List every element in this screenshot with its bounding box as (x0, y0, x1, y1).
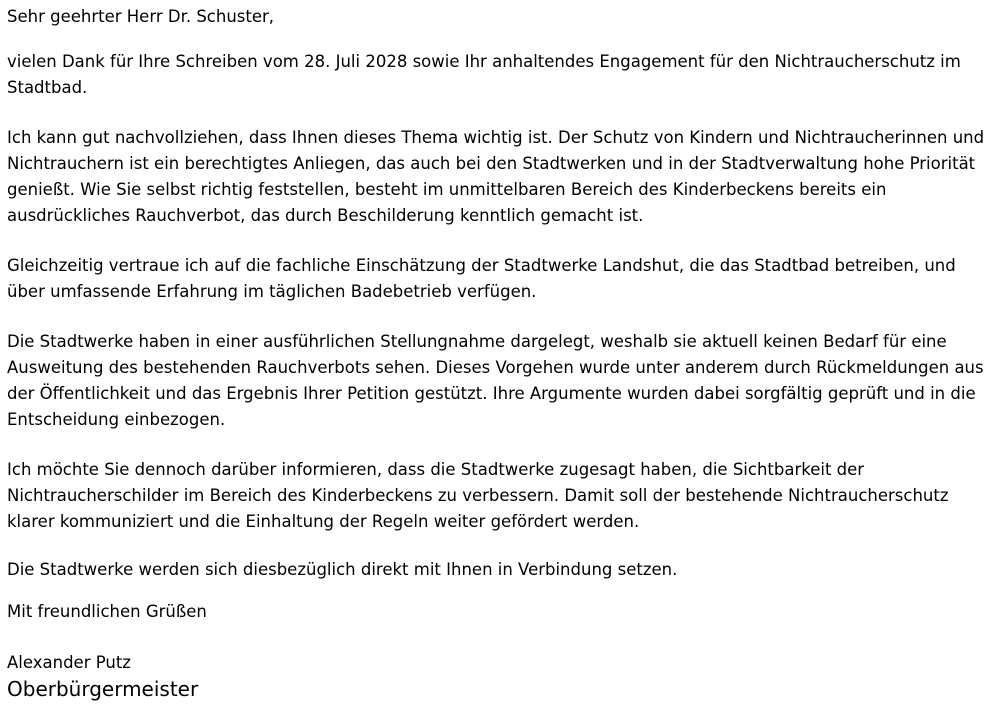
signer-title: Oberbürgermeister (7, 677, 199, 701)
paragraph-contact: Die Stadtwerke werden sich diesbezüglich direkt mit Ihnen in Verbindung setzen. (7, 560, 678, 579)
paragraph-trust: Gleichzeitig vertraue ich auf die fachliche Einschätzung der Stadtwerke Landshut, die das Stadtbad betreiben, und über umfassende Erfahrung im täglichen Badebetrieb verfügen. (7, 256, 956, 301)
signer-name: Alexander Putz (7, 653, 131, 672)
closing-phrase: Mit freundlichen Grüßen (7, 602, 207, 621)
paragraph-thanks: vielen Dank für Ihre Schreiben vom 28. Juli 2028 sowie Ihr anhaltendes Engagement für den Nichtraucherschutz im Stadtbad. (7, 52, 961, 97)
paragraph-statement: Die Stadtwerke haben in einer ausführlichen Stellungnahme dargelegt, weshalb sie aktuell keinen Bedarf für eine Ausweitung des bestehenden Rauchverbots sehen. Dieses Vorgehen wurde unter anderem durch Rückmeldungen aus der Öffentlichkeit und das Ergebnis Ihrer Petition gestützt. Ihre Argumente wurden dabei sorgfältig geprüft und in die Entscheidung einbezogen. (7, 332, 984, 429)
paragraph-information: Ich möchte Sie dennoch darüber informieren, dass die Stadtwerke zugesagt haben, die Sichtbarkeit der Nichtraucherschilder im Bereich des Kinderbeckens zu verbessern. Damit soll der bestehende Nichtraucherschutz klarer kommuniziert und die Einhaltung der Regeln weiter gefördert werden. (7, 460, 949, 531)
salutation: Sehr geehrter Herr Dr. Schuster, (7, 7, 275, 26)
paragraph-understanding: Ich kann gut nachvollziehen, dass Ihnen dieses Thema wichtig ist. Der Schutz von Kindern und Nichtraucherinnen und Nichtrauchern ist ein berechtigtes Anliegen, das auch bei den Stadtwerken und in der Stadtverwaltung hohe Priorität genießt. Wie Sie selbst richtig feststellen, besteht im unmittelbaren Bereich des Kinderbeckens bereits ein ausdrückliches Rauchverbot, das durch Beschilderung kenntlich gemacht ist. (7, 128, 985, 225)
